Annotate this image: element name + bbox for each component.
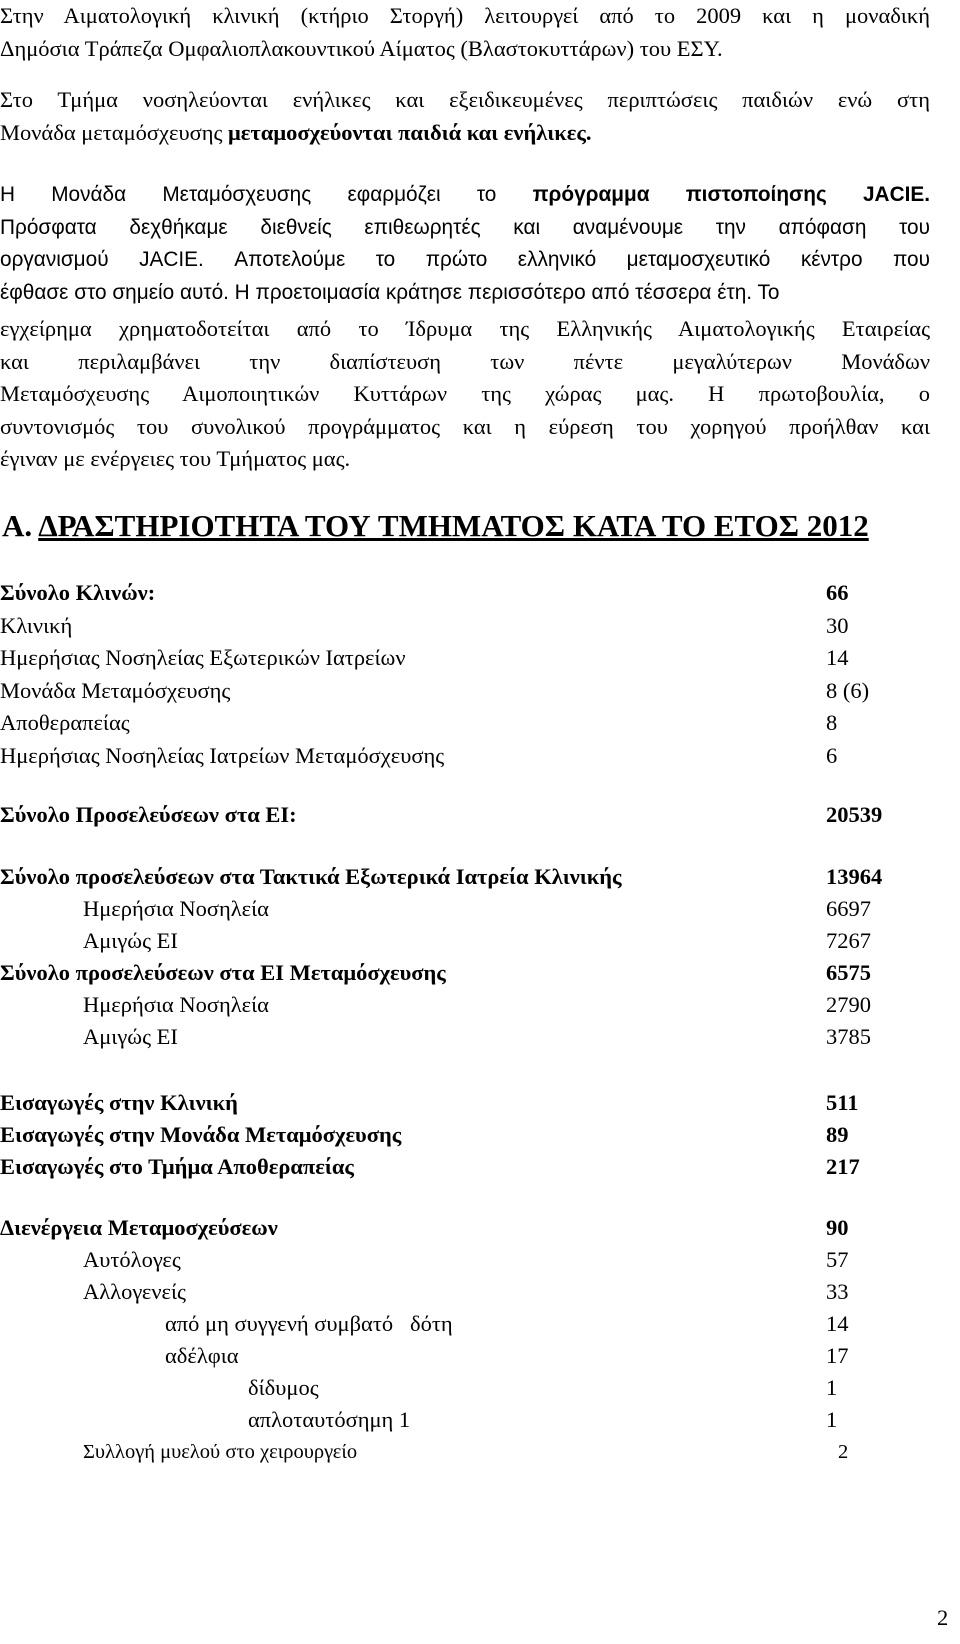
stat-row: [0, 642, 960, 674]
stat-row: [0, 1372, 960, 1404]
bold-text-run: μεταμοσχεύονται παιδιά και ενήλικες.: [228, 119, 592, 145]
text-line: και περιλαμβάνει την διαπίστευση των πέντε μεγαλύτερων Μονάδων: [0, 348, 930, 374]
text-line: Πρόσφατα δεχθήκαμε διεθνείς επιθεωρητές και αναμένουμε την απόφαση του: [0, 215, 930, 239]
stat-label: Αλλογενείς: [83, 1279, 186, 1304]
stat-value: 511: [826, 1090, 859, 1115]
stat-value: 8: [826, 710, 838, 735]
text-line: εγχείρημα χρηματοδοτείται από το Ίδρυμα της Ελληνικής Αιματολογικής Εταιρείας: [0, 316, 930, 341]
stat-label: Εισαγωγές στην Μονάδα Μεταμόσχευσης: [0, 1122, 402, 1147]
text-line: Στην Αιματολογική κλινική (κτήριο Στοργή) λειτουργεί από το 2009 και η μοναδική: [0, 3, 930, 28]
stat-label: Σύνολο προσελεύσεων στα Τακτικά Εξωτερικά Ιατρεία Κλινικής: [0, 864, 622, 889]
stat-value: 57: [826, 1247, 849, 1272]
text-line: οργανισμού JACIE. Αποτελούμε το πρώτο ελληνικό μεταμοσχευτικό κέντρο που: [0, 248, 930, 271]
stat-value: 6575: [826, 960, 871, 985]
stat-value: 6: [826, 743, 838, 768]
stat-label: Αμιγώς ΕΙ: [83, 928, 178, 953]
stat-value: 7267: [826, 928, 871, 953]
stat-value: 17: [826, 1343, 849, 1368]
section-title: ΔΡΑΣΤΗΡΙΟΤΗΤΑ ΤΟΥ ΤΜΗΜΑΤΟΣ ΚΑΤΑ ΤΟ ΕΤΟΣ 2012: [38, 508, 869, 543]
stat-label: Σύνολο Προσελεύσεων στα ΕΙ:: [0, 802, 297, 827]
stat-label: από μη συγγενή συμβατό δότη: [165, 1311, 453, 1336]
stat-value: 6697: [826, 896, 871, 921]
section-prefix: Α.: [2, 508, 39, 543]
text-run: Μονάδα μεταμόσχευσης: [0, 119, 229, 145]
stat-row: [0, 1212, 960, 1244]
stat-row: [0, 1244, 960, 1276]
stat-label: Ημερήσια Νοσηλεία: [83, 992, 269, 1017]
stat-row: [0, 740, 960, 772]
stat-label: δίδυμος: [248, 1375, 319, 1400]
stat-label: Ημερήσιας Νοσηλείας Ιατρείων Μεταμόσχευσης: [0, 743, 445, 768]
stat-row: [0, 1021, 960, 1053]
stat-row: [0, 1119, 960, 1151]
stat-row: [0, 577, 960, 609]
stat-row: [0, 989, 960, 1021]
stat-value: 33: [826, 1279, 849, 1304]
stat-row: [0, 925, 960, 957]
stat-value: 13964: [826, 864, 883, 889]
stat-row: [0, 1087, 960, 1119]
text-line: Μεταμόσχευσης Αιμοποιητικών Κυττάρων της χώρας μας. Η πρωτοβουλία, ο: [0, 381, 930, 406]
stat-row: [0, 799, 960, 831]
stat-row: [0, 1436, 960, 1468]
stat-label: απλοταυτόσημη 1: [248, 1407, 411, 1432]
stat-label: Σύνολο προσελεύσεων στα ΕΙ Μεταμόσχευσης: [0, 960, 446, 985]
stat-label: Αμιγώς ΕΙ: [83, 1024, 178, 1049]
stat-row: [0, 707, 960, 739]
stat-row: [0, 861, 960, 893]
stat-value: 1: [826, 1407, 838, 1432]
stat-label: Μονάδα Μεταμόσχευσης: [0, 678, 231, 703]
stat-label: Συλλογή μυελού στο χειρουργείο: [83, 1441, 358, 1463]
text-line: Στο Τμήμα νοσηλεύονται ενήλικες και εξειδικευμένες περιπτώσεις παιδιών ενώ στη: [0, 87, 930, 112]
stat-row: [0, 675, 960, 707]
stat-value: 2: [838, 1441, 849, 1463]
stat-row: [0, 610, 960, 642]
stat-label: Εισαγωγές στην Κλινική: [0, 1090, 238, 1115]
stat-row: [0, 893, 960, 925]
stat-row: [0, 1276, 960, 1308]
stat-row: [0, 1340, 960, 1372]
stat-label: Διενέργεια Μεταμοσχεύσεων: [0, 1215, 278, 1240]
stat-label: Κλινική: [0, 613, 73, 638]
stat-row: [0, 1308, 960, 1340]
stat-row: [0, 1404, 960, 1436]
text-line: έγιναν με ενέργειες του Τμήματος μας.: [0, 446, 351, 471]
stat-value: 8 (6): [826, 678, 870, 703]
stat-value: 1: [826, 1375, 838, 1400]
stat-value: 90: [826, 1215, 849, 1240]
bold-text-run: πρόγραμμα πιστοποίησης JACIE.: [532, 183, 931, 206]
stat-label: Ημερήσια Νοσηλεία: [83, 896, 269, 921]
stat-value: 14: [826, 645, 849, 670]
page-number: 2: [937, 1605, 949, 1630]
stat-label: Αυτόλογες: [83, 1247, 181, 1272]
text-run: Η Μονάδα Μεταμόσχευσης εφαρμόζει το: [0, 183, 533, 206]
stat-label: αδέλφια: [165, 1343, 239, 1368]
stat-value: 217: [826, 1154, 860, 1179]
stat-value: 66: [826, 580, 849, 605]
stat-value: 3785: [826, 1024, 871, 1049]
stat-value: 30: [826, 613, 849, 638]
text-line: Δημόσια Τράπεζα Ομφαλιοπλακουντικού Αίματος (Βλαστοκυττάρων) του ΕΣΥ.: [0, 35, 723, 61]
stat-value: 14: [826, 1311, 849, 1336]
stat-label: Εισαγωγές στο Τμήμα Αποθεραπείας: [0, 1154, 354, 1179]
stat-value: 20539: [826, 802, 883, 827]
text-line: συντονισμός του συνολικού προγράμματος και η εύρεση του χορηγού προήλθαν και: [0, 413, 930, 439]
stat-row: [0, 1151, 960, 1183]
stat-label: Αποθεραπείας: [0, 710, 130, 735]
stat-value: 2790: [826, 992, 871, 1017]
stat-label: Σύνολο Κλινών:: [0, 580, 156, 605]
stat-label: Ημερήσιας Νοσηλείας Εξωτερικών Ιατρείων: [0, 645, 406, 670]
text-run: έφθασε στο σημείο αυτό. Η προετοιμασία κράτησε περισσότερο από τέσσερα έτη. Το: [0, 280, 780, 304]
stat-row: [0, 957, 960, 989]
stat-value: 89: [826, 1122, 849, 1147]
